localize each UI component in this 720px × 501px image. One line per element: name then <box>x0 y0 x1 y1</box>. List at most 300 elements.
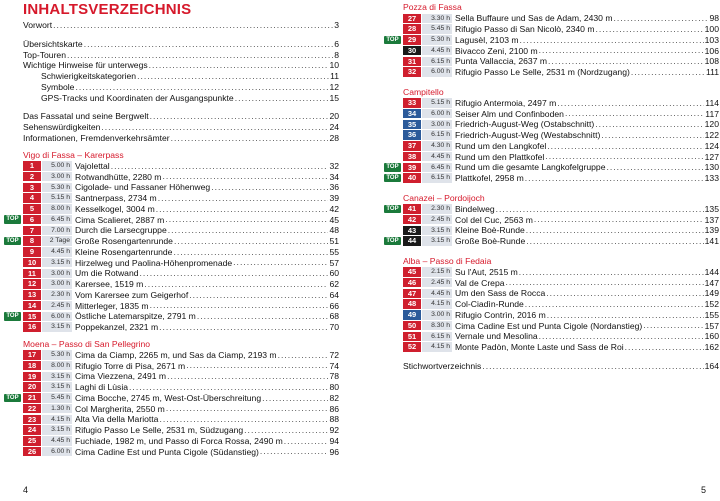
tour-duration: 3.15 h <box>42 322 72 332</box>
tour-page: 162 <box>704 342 719 353</box>
leader-dots <box>159 322 328 333</box>
tour-name: Kesselkogel, 3004 m <box>75 203 155 214</box>
tour-entry[interactable] <box>386 162 719 173</box>
tour-entry[interactable] <box>403 151 719 162</box>
leader-dots <box>596 24 704 35</box>
leader-dots <box>607 162 704 173</box>
tour-number-badge: 2 <box>23 172 41 182</box>
tour-duration: 3.00 h <box>42 172 72 182</box>
tour-entry[interactable] <box>6 236 339 247</box>
tour-number-badge: 5 <box>23 204 41 214</box>
spacer <box>403 78 719 86</box>
tour-page: 137 <box>704 214 719 225</box>
leader-dots <box>262 393 328 404</box>
tour-name: Rund um den Langkofel <box>455 140 547 151</box>
tour-entry[interactable] <box>23 300 339 311</box>
tour-entry[interactable] <box>403 141 719 152</box>
tour-page: 55 <box>329 246 339 257</box>
tour-page: 139 <box>704 225 719 236</box>
tour-duration: 5.30 h <box>42 350 72 360</box>
page-number-right: 5 <box>700 485 706 495</box>
tour-duration: 6.00 h <box>422 109 452 119</box>
spacer <box>403 353 719 361</box>
toc-entry-page: 6 <box>334 38 339 49</box>
tour-name: Hirzelweg und Paolina-Höhenpromenade <box>75 257 233 268</box>
tour-number-badge: 48 <box>403 299 421 309</box>
leader-dots <box>171 133 329 144</box>
toc-entry-page: 15 <box>329 92 339 103</box>
toc-entry-label: Übersichtskarte <box>23 38 83 49</box>
tour-duration: 3.00 h <box>42 279 72 289</box>
tour-entry[interactable] <box>403 24 719 35</box>
tour-name: Cima da Ciamp, 2265 m, und Sas da Ciamp, 2193 m <box>75 349 277 360</box>
tour-name: Cima Cadine Est und Punta Cigole (Südanstieg) <box>75 446 259 457</box>
tour-entry[interactable] <box>23 360 339 371</box>
leader-dots <box>140 268 329 279</box>
tour-page: 111 <box>705 67 719 78</box>
spacer <box>403 184 719 192</box>
tour-duration: 3.15 h <box>42 382 72 392</box>
tour-number-badge: 37 <box>403 141 421 151</box>
tour-entry[interactable] <box>403 225 719 236</box>
tour-name: Um den Sass de Rocca <box>455 288 546 299</box>
toc-entry-page: 10 <box>329 60 339 71</box>
tour-entry[interactable] <box>23 247 339 258</box>
top-badge: TOP <box>384 36 401 45</box>
tour-entry[interactable] <box>403 310 719 321</box>
tour-duration: 2 Tage <box>42 236 72 246</box>
tour-duration: 4.45 h <box>42 436 72 446</box>
leader-dots <box>189 290 328 301</box>
leader-dots <box>284 436 329 447</box>
tour-name: Monte Padòn, Monte Laste und Sass de Roi <box>455 342 624 353</box>
tour-number-badge: 43 <box>403 226 421 236</box>
tour-number-badge: 15 <box>23 312 41 322</box>
toc-heading: INHALTSVERZEICHNIS <box>23 1 192 18</box>
tour-duration: 4.45 h <box>422 289 452 299</box>
leader-dots <box>150 111 329 122</box>
tour-entry[interactable] <box>386 236 719 247</box>
tour-number-badge: 6 <box>23 215 41 225</box>
tour-duration: 2.45 h <box>422 215 452 225</box>
tour-number-badge: 10 <box>23 258 41 268</box>
tour-entry[interactable] <box>6 392 339 404</box>
tour-name: Um die Rotwand <box>75 268 139 279</box>
tour-number-badge: 49 <box>403 310 421 320</box>
tour-number-badge: 33 <box>403 98 421 108</box>
tour-entry[interactable] <box>386 173 719 184</box>
tour-page: 117 <box>705 108 719 119</box>
tour-name: Friedrich-August-Weg (Westabschnitt) <box>455 130 601 141</box>
tour-name: Cima Bocche, 2745 m, West-Ost-Überschreitung <box>75 392 262 403</box>
region-heading: Vigo di Fassa – Karerpass <box>23 149 124 160</box>
toc-entry[interactable] <box>23 82 339 93</box>
tour-entry[interactable] <box>403 108 719 119</box>
tour-number-badge: 12 <box>23 279 41 289</box>
tour-entry[interactable] <box>403 288 719 299</box>
tour-page: 57 <box>329 257 339 268</box>
toc-entry[interactable] <box>23 93 339 104</box>
leader-dots <box>235 93 329 104</box>
tour-duration: 7.00 h <box>42 226 72 236</box>
toc-entry-label: Vorwort <box>23 20 53 30</box>
tour-duration: 3.30 h <box>422 14 452 24</box>
tour-page: 133 <box>704 173 719 184</box>
tour-name: Cigolade- und Fassaner Höhenweg <box>75 182 211 193</box>
tour-page: 149 <box>704 288 719 299</box>
region-heading: Pozza di Fassa <box>403 2 462 12</box>
tour-name: Bindelweg <box>455 203 495 214</box>
toc-entry[interactable] <box>403 361 719 372</box>
tour-duration: 3.15 h <box>42 258 72 268</box>
tour-entry[interactable] <box>403 45 719 56</box>
tour-duration: 6.15 h <box>422 332 452 342</box>
tour-number-badge: 11 <box>23 269 41 279</box>
tour-entry[interactable] <box>403 267 719 278</box>
tour-duration: 2.15 h <box>422 267 452 277</box>
tour-entry[interactable] <box>403 119 719 130</box>
tour-name: Mitterleger, 1835 m <box>75 300 149 311</box>
tour-page: 34 <box>329 171 339 182</box>
leader-dots <box>158 193 329 204</box>
tour-duration: 3.15 h <box>422 226 452 236</box>
tour-page: 130 <box>704 162 719 173</box>
tour-name: Su l'Aut, 2515 m <box>455 266 518 277</box>
tour-entry[interactable] <box>23 371 339 382</box>
toc-entry[interactable] <box>23 50 339 61</box>
leader-dots <box>168 225 329 236</box>
tour-page: 36 <box>329 182 339 193</box>
tour-page: 124 <box>704 140 719 151</box>
tour-name: Alta Via della Mariotta <box>75 414 159 425</box>
tour-number-badge: 40 <box>403 173 421 183</box>
tour-name: Rifugio Passo Le Selle, 2531 m (Nordzugang) <box>455 67 630 78</box>
leader-dots <box>496 204 704 215</box>
tour-duration: 6.00 h <box>422 67 452 77</box>
tour-name: Bivacco Zeni, 2100 m <box>455 45 538 56</box>
tour-page: 122 <box>704 130 719 141</box>
tour-name: Cima Cadine Est und Punta Cigole (Nordanstieg) <box>455 320 643 331</box>
toc-entry[interactable] <box>23 133 339 144</box>
toc-entry-label: Das Fassatal und seine Bergwelt <box>23 111 149 122</box>
tour-number-badge: 19 <box>23 372 41 382</box>
tour-entry[interactable] <box>403 342 719 353</box>
leader-dots <box>186 360 328 371</box>
tour-duration: 6.45 h <box>42 215 72 225</box>
toc-entry-label: Schwierigkeitskategorien <box>41 71 137 81</box>
tour-duration: 6.00 h <box>42 447 72 457</box>
tour-name: Rifugio Torre di Pisa, 2671 m <box>75 360 186 371</box>
leader-dots <box>75 82 328 93</box>
tour-number-badge: 52 <box>403 342 421 352</box>
tour-page: 147 <box>704 277 719 288</box>
tour-name: Rifugio Antermoia, 2497 m <box>455 97 557 108</box>
top-badge: TOP <box>4 394 21 403</box>
tour-number-badge: 20 <box>23 382 41 392</box>
toc-entry-page: 12 <box>329 81 339 92</box>
toc-entry-label: Stichwortverzeichnis <box>403 360 482 371</box>
tour-entry[interactable] <box>23 193 339 204</box>
tour-entry[interactable] <box>23 425 339 436</box>
tour-number-badge: 28 <box>403 24 421 34</box>
leader-dots <box>165 214 328 225</box>
tour-page: 88 <box>329 414 339 425</box>
tour-entry[interactable] <box>6 311 339 322</box>
tour-number-badge: 4 <box>23 193 41 203</box>
top-badge: TOP <box>4 237 21 246</box>
leader-dots <box>211 182 328 193</box>
tour-page: 94 <box>329 435 339 446</box>
tour-number-badge: 9 <box>23 247 41 257</box>
tour-duration: 2.30 h <box>42 290 72 300</box>
tour-entry[interactable] <box>23 350 339 361</box>
tour-page: 72 <box>329 349 339 360</box>
tour-name: Friedrich-August-Weg (Ostabschnitt) <box>455 119 595 130</box>
leader-dots <box>565 108 704 119</box>
tour-entry[interactable] <box>23 382 339 393</box>
tour-number-badge: 29 <box>403 35 421 45</box>
tour-name: Rund um die gesamte Langkofelgruppe <box>455 162 606 173</box>
tour-number-badge: 1 <box>23 161 41 171</box>
tour-number-badge: 16 <box>23 322 41 332</box>
leader-dots <box>548 56 704 67</box>
tour-duration: 5.15 h <box>42 193 72 203</box>
tour-name: Poppekanzel, 2321 m <box>75 322 159 333</box>
leader-dots <box>149 60 329 71</box>
region-heading: Campitello <box>403 86 444 97</box>
tour-name: Rifugio Contrìn, 2016 m <box>455 309 546 320</box>
tour-name: Große Boè-Runde <box>455 236 526 247</box>
tour-number-badge: 44 <box>403 236 421 246</box>
leader-dots <box>144 279 328 290</box>
tour-duration: 8.30 h <box>422 321 452 331</box>
tour-name: Lagusèl, 2103 m <box>455 34 519 45</box>
tour-duration: 6.15 h <box>422 57 452 67</box>
tour-entry[interactable] <box>23 279 339 290</box>
tour-duration: 4.30 h <box>422 141 452 151</box>
tour-entry[interactable] <box>386 203 719 215</box>
tour-entry[interactable] <box>23 204 339 215</box>
toc-entry[interactable] <box>23 39 339 50</box>
tour-entry[interactable] <box>23 161 339 172</box>
leader-dots <box>557 98 704 109</box>
tour-entry[interactable] <box>23 182 339 193</box>
leader-dots <box>101 122 328 133</box>
leader-dots <box>539 45 704 56</box>
tour-entry[interactable] <box>23 171 339 182</box>
tour-entry[interactable] <box>403 98 719 109</box>
tour-page: 155 <box>704 309 719 320</box>
tour-name: Santnerpass, 2734 m <box>75 193 157 204</box>
tour-duration: 2.45 h <box>42 301 72 311</box>
tour-name: Fuchiade, 1982 m, und Passo di Forca Rossa, 2490 m <box>75 435 283 446</box>
tour-entry[interactable] <box>23 403 339 414</box>
tour-entry[interactable] <box>403 277 719 288</box>
tour-name: Vernale und Mesolina <box>455 331 538 342</box>
tour-entry[interactable] <box>23 414 339 425</box>
leader-dots <box>167 371 328 382</box>
tour-page: 157 <box>704 320 719 331</box>
tour-number-badge: 42 <box>403 215 421 225</box>
tour-page: 64 <box>329 289 339 300</box>
tour-page: 135 <box>704 203 719 214</box>
tour-duration: 2.45 h <box>422 278 452 288</box>
tour-name: Rifugio Passo di San Nicolò, 2340 m <box>455 24 595 35</box>
tour-entry[interactable] <box>403 320 719 331</box>
top-badge: TOP <box>4 215 21 224</box>
tour-entry[interactable] <box>23 436 339 447</box>
tour-page: 127 <box>704 151 719 162</box>
toc-entry-label: Top-Touren <box>23 49 66 60</box>
page-number-left: 4 <box>23 485 29 495</box>
toc-entry-page: 11 <box>330 71 339 81</box>
toc-entry[interactable] <box>23 71 339 82</box>
leader-dots <box>506 277 704 288</box>
tour-entry[interactable] <box>403 299 719 310</box>
tour-entry[interactable] <box>23 268 339 279</box>
left-column <box>6 20 339 457</box>
spacer <box>403 247 719 255</box>
tour-page: 100 <box>704 24 719 35</box>
tour-duration: 5.45 h <box>422 24 452 34</box>
tour-page: 114 <box>705 97 719 108</box>
tour-duration: 5.45 h <box>42 393 72 403</box>
toc-entry-page: 28 <box>329 132 339 143</box>
tour-page: 144 <box>704 266 719 277</box>
tour-page: 141 <box>704 236 719 247</box>
toc-entry-label: Sehenswürdigkeiten <box>23 122 101 132</box>
tour-name: Sella Buffaure und Sas de Adam, 2430 m <box>455 13 613 24</box>
leader-dots <box>526 236 703 247</box>
tour-entry[interactable] <box>23 257 339 268</box>
tour-entry[interactable] <box>403 214 719 225</box>
tour-name: Vom Karersee zum Geigerhof <box>75 289 189 300</box>
tour-entry[interactable] <box>403 56 719 67</box>
tour-name: Col Margherita, 2550 m <box>75 403 165 414</box>
tour-duration: 3.00 h <box>422 310 452 320</box>
tour-page: 39 <box>329 193 339 204</box>
leader-dots <box>539 331 704 342</box>
tour-number-badge: 50 <box>403 321 421 331</box>
leader-dots <box>67 50 333 61</box>
region-heading: Moena – Passo di San Pellegrino <box>23 338 151 349</box>
tour-duration: 3.15 h <box>42 425 72 435</box>
tour-name: Laghi di Lùsia <box>75 382 129 393</box>
top-badge: TOP <box>4 312 21 321</box>
region-heading: Canazei – Pordoijoch <box>403 192 485 203</box>
spacer <box>23 103 339 111</box>
tour-number-badge: 14 <box>23 301 41 311</box>
tour-entry[interactable] <box>23 446 339 457</box>
toc-entry[interactable] <box>23 111 339 122</box>
tour-entry[interactable] <box>403 67 719 78</box>
tour-number-badge: 30 <box>403 46 421 56</box>
leader-dots <box>547 310 704 321</box>
tour-number-badge: 45 <box>403 267 421 277</box>
leader-dots <box>129 382 328 393</box>
tour-duration: 5.30 h <box>42 183 72 193</box>
leader-dots <box>233 257 328 268</box>
tour-number-badge: 24 <box>23 425 41 435</box>
tour-duration: 3.00 h <box>422 120 452 130</box>
tour-number-badge: 23 <box>23 415 41 425</box>
tour-duration: 6.00 h <box>42 312 72 322</box>
tour-page: 74 <box>329 360 339 371</box>
tour-name: Cima Viezzena, 2491 m <box>75 371 167 382</box>
tour-page: 82 <box>329 392 339 403</box>
leader-dots <box>595 119 703 130</box>
tour-duration: 8.00 h <box>42 361 72 371</box>
toc-entry-label: GPS-Tracks und Koordinaten der Ausgangspunkte <box>41 92 234 103</box>
tour-page: 70 <box>329 322 339 333</box>
tour-number-badge: 51 <box>403 332 421 342</box>
tour-entry[interactable] <box>23 225 339 236</box>
tour-page: 96 <box>329 446 339 457</box>
tour-number-badge: 36 <box>403 130 421 140</box>
tour-entry[interactable] <box>403 130 719 141</box>
tour-entry[interactable] <box>6 214 339 225</box>
tour-name: Plattkofel, 2958 m <box>455 173 524 184</box>
tour-duration: 2.30 h <box>422 204 452 214</box>
leader-dots <box>520 35 704 46</box>
tour-duration: 6.45 h <box>422 163 452 173</box>
tour-number-badge: 17 <box>23 350 41 360</box>
tour-entry[interactable] <box>23 290 339 301</box>
tour-entry[interactable] <box>403 13 719 24</box>
tour-page: 48 <box>329 225 339 236</box>
tour-entry[interactable] <box>403 331 719 342</box>
tour-number-badge: 22 <box>23 404 41 414</box>
tour-name: Große Rosengartenrunde <box>75 236 173 247</box>
tour-number-badge: 26 <box>23 447 41 457</box>
tour-number-badge: 35 <box>403 120 421 130</box>
leader-dots <box>614 13 709 24</box>
leader-dots <box>150 300 329 311</box>
toc-entry-label: Wichtige Hinweise für unterwegs <box>23 60 148 71</box>
tour-duration: 4.15 h <box>42 415 72 425</box>
leader-dots <box>159 414 328 425</box>
toc-entry-page: 24 <box>329 122 339 132</box>
tour-entry[interactable] <box>386 34 719 46</box>
leader-dots <box>534 214 704 225</box>
tour-duration: 5.30 h <box>422 35 452 45</box>
toc-entry[interactable] <box>23 122 339 133</box>
tour-entry[interactable] <box>23 322 339 333</box>
leader-dots <box>53 20 333 31</box>
leader-dots <box>162 171 328 182</box>
leader-dots <box>260 446 329 457</box>
tour-page: 106 <box>704 45 719 56</box>
tour-number-badge: 25 <box>23 436 41 446</box>
region-heading: Alba – Passo di Fedaia <box>403 255 492 266</box>
top-badge: TOP <box>384 174 401 183</box>
leader-dots <box>278 350 329 361</box>
leader-dots <box>525 173 704 184</box>
toc-entry[interactable] <box>23 60 339 71</box>
tour-name: Kleine Rosengartenrunde <box>75 246 173 257</box>
toc-entry[interactable] <box>23 20 339 31</box>
tour-page: 160 <box>704 331 719 342</box>
tour-name: Vajolettal <box>75 160 110 171</box>
tour-number-badge: 38 <box>403 152 421 162</box>
tour-number-badge: 7 <box>23 226 41 236</box>
tour-name: Östliche Latemarspitze, 2791 m <box>75 311 196 322</box>
tour-page: 103 <box>704 34 719 45</box>
top-badge: TOP <box>384 237 401 246</box>
tour-number-badge: 27 <box>403 14 421 24</box>
tour-duration: 4.15 h <box>422 299 452 309</box>
tour-duration: 3.00 h <box>42 269 72 279</box>
